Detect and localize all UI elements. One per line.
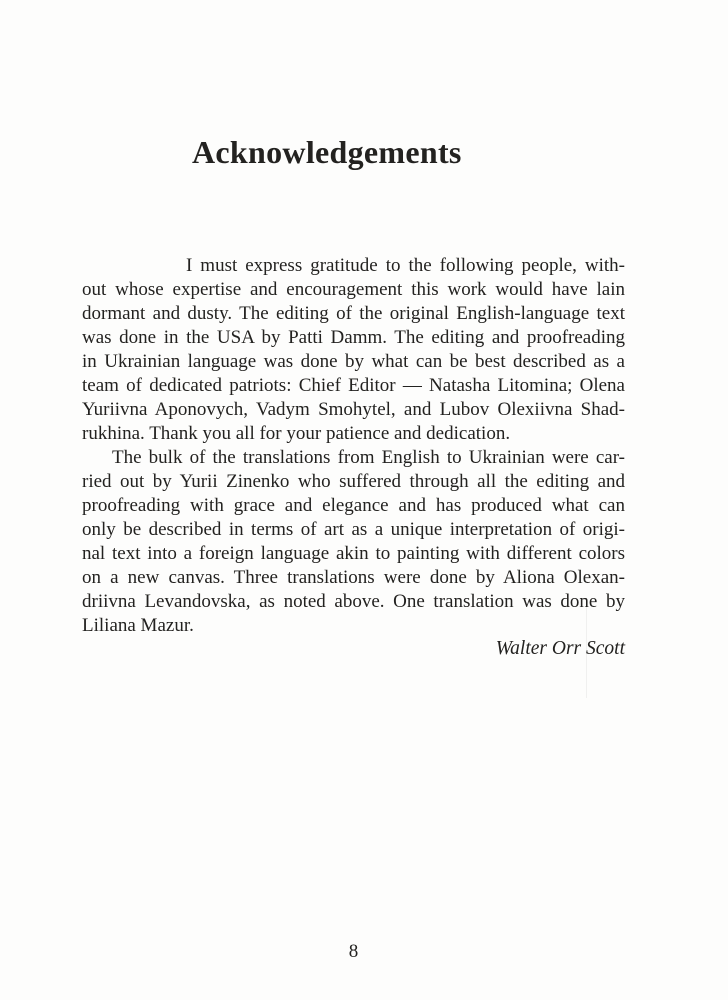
text-line: nal text into a foreign language akin to painting with different colors	[82, 543, 625, 564]
text-line: proofreading with grace and elegance and has produced what can	[82, 495, 625, 516]
text-line: driivna Levandovska, as noted above. One translation was done by	[82, 591, 625, 612]
text-line: only be described in terms of art as a unique interpretation of origi-	[82, 519, 625, 540]
text-line: The bulk of the translations from English to Ukrainian were car-	[112, 447, 625, 468]
text-line: in Ukrainian language was done by what can be best described as a	[82, 351, 625, 372]
text-line: I must express gratitude to the following people, with-	[186, 255, 625, 276]
text-line: out whose expertise and encouragement this work would have lain	[82, 279, 625, 300]
attribution: Walter Orr Scott	[495, 638, 625, 659]
text-line: on a new canvas. Three translations were done by Aliona Olexan-	[82, 567, 625, 588]
text-line: Yuriivna Aponovych, Vadym Smohytel, and Lubov Olexiivna Shad-	[82, 399, 625, 420]
text-line: Liliana Mazur.	[82, 615, 194, 636]
page-number: 8	[348, 941, 359, 962]
text-line: dormant and dusty. The editing of the original English-language text	[82, 303, 625, 324]
text-line: team of dedicated patriots: Chief Editor — Natasha Litomina; Olena	[82, 375, 625, 396]
text-line: was done in the USA by Patti Damm. The editing and proofreading	[82, 327, 625, 348]
body-text	[82, 254, 625, 638]
text-line: rukhina. Thank you all for your patience and dedication.	[82, 423, 511, 444]
page-title: Acknowledgements	[192, 134, 462, 170]
text-line: ried out by Yurii Zinenko who suffered through all the editing and	[82, 471, 625, 492]
